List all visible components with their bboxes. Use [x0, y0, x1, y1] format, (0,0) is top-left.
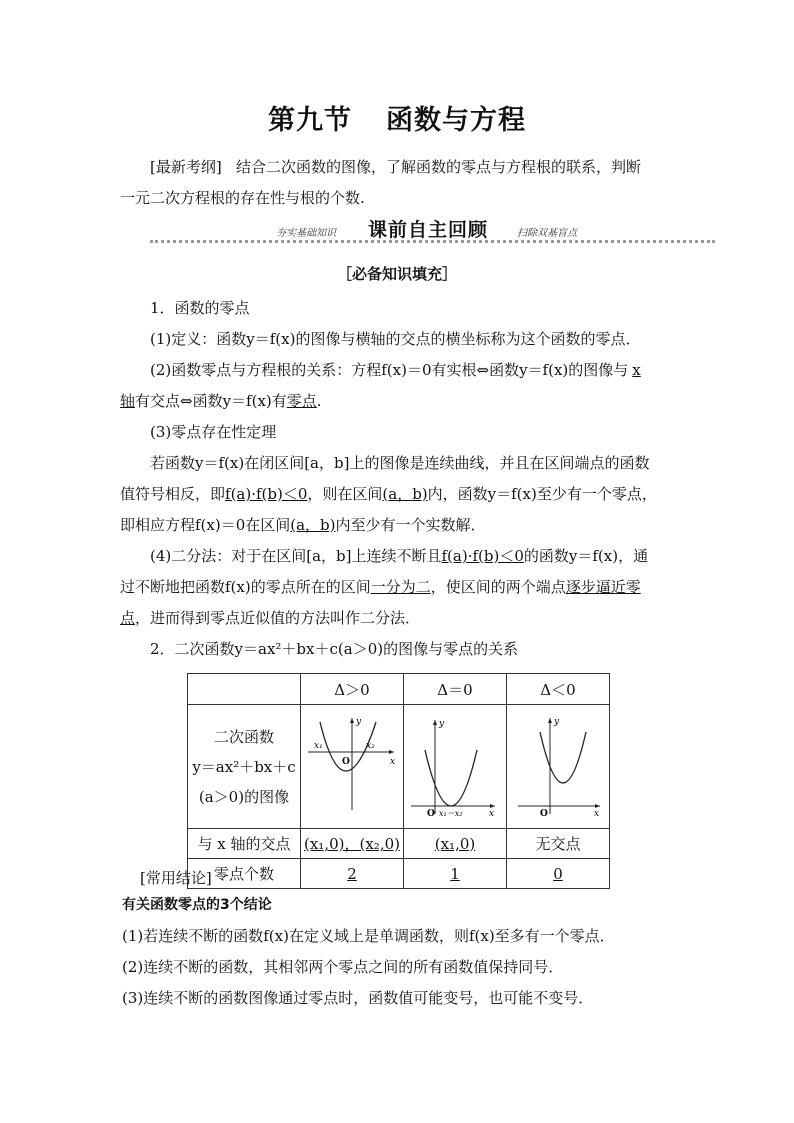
x-axis-label: x — [489, 808, 495, 819]
bisection-text: ，使区间的两个端点 — [430, 578, 566, 596]
blank-split: 一分为二 — [370, 578, 431, 596]
section-banner — [150, 214, 715, 244]
count-zero: 0 — [507, 859, 610, 889]
root-x1-label: x₁ — [314, 740, 323, 751]
table-header-row — [188, 674, 610, 705]
table-row-graphs — [188, 705, 610, 829]
relation-mid: 有交点⇔函数y＝f(x)有 — [135, 392, 287, 410]
blank-approach-end: 点 — [120, 609, 136, 627]
banner-title: 课前自主回顾 — [368, 219, 489, 241]
row-label-intersection: 与 x 轴的交点 — [188, 829, 301, 859]
intersection-one-root: (x₁,0) — [404, 829, 507, 859]
bisection-text: (4)二分法：对于在区间[a，b]上连续不断且 — [150, 547, 442, 565]
relation-end: . — [316, 392, 322, 410]
theorem-text: 内，函数y＝f(x)至少有一个零点， — [427, 485, 657, 503]
title-section: 第九节 — [268, 105, 352, 136]
existence-theorem-heading: (3)零点存在性定理 — [150, 423, 277, 441]
graph-one-root — [404, 705, 507, 829]
zero-relation-line2 — [120, 386, 680, 417]
part1-body — [120, 293, 680, 665]
parabola-one-root-graph — [405, 710, 505, 820]
count-two: 2 — [301, 859, 404, 889]
syllabus-tag: [最新考纲] — [150, 158, 222, 176]
page-title — [0, 98, 794, 137]
theorem-line2 — [120, 479, 680, 510]
theorem-text: ，则在区间 — [307, 485, 383, 503]
header-delta-zero: Δ＝0 — [404, 674, 507, 705]
table-corner — [188, 674, 301, 705]
row-label-line: (a＞0)的图像 — [198, 787, 290, 806]
root-x2-label: x₂ — [366, 740, 375, 751]
syllabus-line1: 结合二次函数的图像，了解函数的零点与方程根的联系，判断 — [236, 158, 642, 176]
part2-heading: 2．二次函数y＝ax²＋bx＋c(a＞0)的图像与零点的关系 — [150, 640, 519, 658]
graph-no-root — [507, 705, 610, 829]
syllabus — [120, 152, 680, 214]
theorem-text: 即相应方程f(x)＝0在区间 — [120, 516, 291, 534]
banner-divider — [150, 240, 715, 243]
banner-left-text: 夯实基础知识 — [276, 228, 336, 239]
section-heading: ［必备知识填充］ — [336, 265, 457, 283]
parabola-two-roots-graph — [302, 710, 402, 820]
conclusion-1: (1)若连续不断的函数f(x)在定义域上是单调函数，则f(x)至多有一个零点． — [122, 927, 615, 945]
blank-interval: (a，b) — [382, 485, 428, 503]
bisection-text: 过不断地把函数f(x)的零点所在的区间 — [120, 578, 371, 596]
intersection-none: 无交点 — [507, 829, 610, 859]
row-label-line: 二次函数 — [213, 727, 274, 746]
bisection-text: 的函数y＝f(x)，通 — [523, 547, 649, 565]
zero-definition: (1)定义：函数y＝f(x)的图像与横轴的交点的横坐标称为这个函数的零点． — [150, 330, 641, 348]
bisection-line2 — [120, 572, 680, 603]
blank-product: f(a)·f(b)＜0 — [441, 547, 524, 565]
zero-relation-line1 — [120, 355, 680, 386]
table-row-intersections — [188, 829, 610, 859]
syllabus-line2: 一元二次方程根的存在性与根的个数. — [120, 189, 365, 207]
bisection-text: ，进而得到零点近似值的方法叫作二分法． — [135, 609, 421, 627]
row-label-graph — [188, 705, 301, 829]
blank-product: f(a)·f(b)＜0 — [225, 485, 308, 503]
theorem-text: 内至少有一个实数解． — [335, 516, 486, 534]
relation-text: (2)函数零点与方程根的关系：方程f(x)＝0有实根⇔函数y＝f(x)的图像与 — [150, 361, 629, 379]
header-delta-negative: Δ＜0 — [507, 674, 610, 705]
title-topic: 函数与方程 — [386, 105, 526, 136]
common-conclusions — [122, 890, 682, 1014]
part1-heading: 1．函数的零点 — [150, 299, 250, 317]
x-axis-label: x — [594, 808, 600, 819]
bisection-line3 — [120, 603, 680, 634]
header-delta-positive: Δ＞0 — [301, 674, 404, 705]
row-label-line: y＝ax²＋bx＋c — [192, 757, 296, 776]
y-axis-label: y — [554, 716, 560, 727]
theorem-line3 — [120, 510, 680, 541]
bisection-line1 — [120, 541, 680, 572]
intersection-two-roots: (x₁,0)，(x₂,0) — [301, 829, 404, 859]
conclusion-2: (2)连续不断的函数，其相邻两个零点之间的所有函数值保持同号． — [122, 958, 564, 976]
origin-label: O — [342, 756, 350, 767]
theorem-text: 值符号相反，即 — [120, 485, 226, 503]
blank-zero: 零点 — [286, 392, 317, 410]
blank-interval: (a，b) — [290, 516, 336, 534]
origin-label: O — [427, 808, 435, 819]
blank-x: x — [632, 361, 641, 379]
blank-axis: 轴 — [120, 392, 136, 410]
zeros-table — [187, 673, 610, 889]
count-one: 1 — [404, 859, 507, 889]
conclusions-heading: 有关函数零点的3个结论 — [122, 897, 272, 913]
parabola-no-root-graph — [508, 710, 608, 820]
y-axis-label: y — [439, 718, 445, 729]
common-tag: [常用结论] — [140, 869, 212, 887]
graph-two-roots — [301, 705, 404, 829]
origin-label: O — [540, 808, 548, 819]
double-root-label: x₁＝x₂ — [439, 808, 463, 818]
banner-right-text: 扫除双基盲点 — [517, 228, 577, 239]
theorem-line1: 若函数y＝f(x)在闭区间[a，b]上的图像是连续曲线，并且在区间端点的函数 — [150, 454, 650, 472]
row-label-count: 零点个数 — [188, 859, 301, 889]
x-axis-label: x — [390, 756, 396, 767]
y-axis-label: y — [356, 716, 362, 727]
blank-approach: 逐步逼近零 — [565, 578, 641, 596]
conclusion-3: (3)连续不断的函数图像通过零点时，函数值可能变号，也可能不变号． — [122, 989, 594, 1007]
